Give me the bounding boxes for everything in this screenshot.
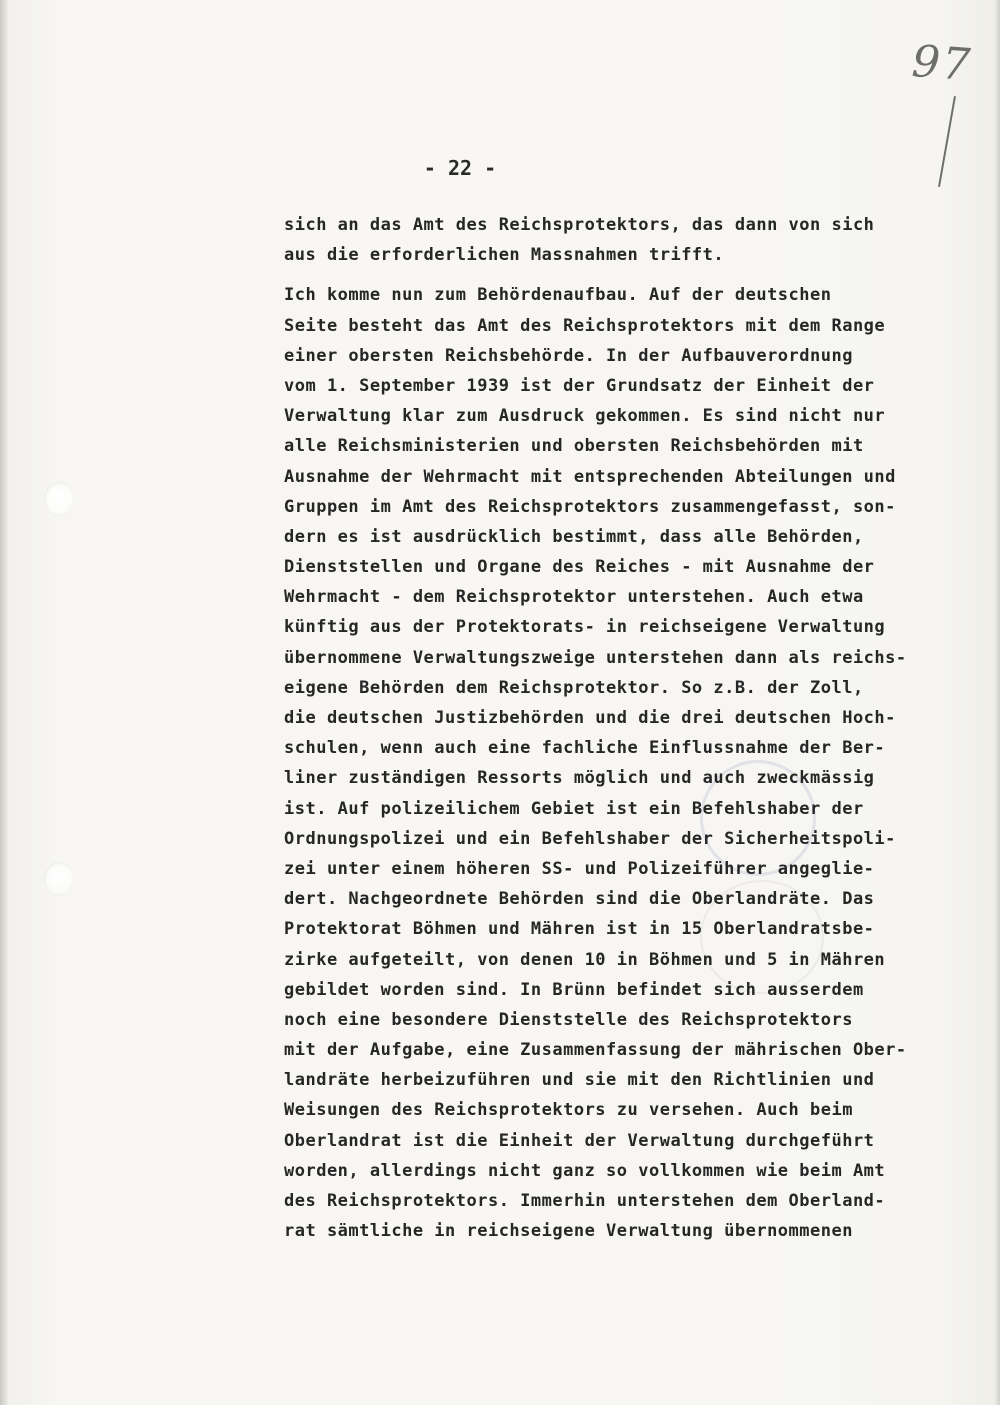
text-line: künftig aus der Protektorats- in reichseigene Verwaltung: [284, 617, 886, 638]
text-line: mit der Aufgabe, eine Zusammenfassung der mährischen Ober-: [284, 1040, 907, 1061]
text-line: aus die erforderlichen Massnahmen trifft.: [284, 245, 725, 266]
text-line: noch eine besondere Dienststelle des Reichsprotektors: [284, 1009, 853, 1030]
page-left-edge: [0, 0, 8, 1405]
text-line: Verwaltung klar zum Ausdruck gekommen. Es sind nicht nur: [284, 406, 886, 427]
text-line: Dienststellen und Organe des Reiches - mit Ausnahme der: [284, 557, 875, 578]
text-line: sich an das Amt des Reichsprotektors, das dann von sich: [284, 215, 875, 235]
text-line: alle Reichsministerien und obersten Reichsbehörden mit: [284, 436, 864, 457]
text-line: eigene Behörden dem Reichsprotektor. So z.B. der Zoll,: [284, 677, 864, 698]
text-line: des Reichsprotektors. Immerhin unterstehen dem Oberland-: [284, 1191, 886, 1211]
text-line: Ausnahme der Wehrmacht mit entsprechenden Abteilungen und: [284, 466, 896, 487]
text-line: gebildet worden sind. In Brünn befindet sich ausserdem: [284, 979, 864, 1000]
text-line: die deutschen Justizbehörden und die drei deutschen Hoch-: [284, 708, 896, 728]
page-number: - 22 -: [423, 156, 497, 180]
text-line: Gruppen im Amt des Reichsprotektors zusammengefasst, son-: [284, 496, 896, 517]
text-line: Wehrmacht - dem Reichsprotektor unterstehen. Auch etwa: [284, 587, 864, 608]
punch-hole-upper: [44, 482, 74, 516]
text-line: dern es ist ausdrücklich bestimmt, dass alle Behörden,: [284, 526, 864, 547]
page-right-edge: [994, 0, 1000, 1405]
paragraph-gap: [284, 270, 984, 280]
text-line: Weisungen des Reichsprotektors zu versehen. Auch beim: [284, 1100, 853, 1121]
folio-pen-stroke: [938, 96, 956, 187]
folio-number-text: 97: [910, 35, 974, 92]
text-line: Ordnungspolizei und ein Befehlshaber der Sicherheitspoli-: [284, 828, 896, 849]
text-line: übernommene Verwaltungszweige unterstehen dann als reichs-: [284, 647, 907, 668]
text-line: vom 1. September 1939 ist der Grundsatz der Einheit der: [284, 375, 875, 396]
text-line: landräte herbeizuführen und sie mit den Richtlinien und: [284, 1070, 875, 1091]
paragraph: [284, 210, 984, 270]
text-line: schulen, wenn auch eine fachliche Einflussnahme der Ber-: [284, 738, 886, 759]
text-line: rat sämtliche in reichseigene Verwaltung übernommenen: [284, 1221, 853, 1242]
text-line: Seite besteht das Amt des Reichsprotektors mit dem Range: [284, 315, 886, 336]
text-line: Ich komme nun zum Behördenaufbau. Auf der deutschen: [284, 285, 832, 306]
punch-hole-lower: [44, 862, 74, 896]
text-line: einer obersten Reichsbehörde. In der Aufbauverordnung: [284, 345, 853, 366]
text-line: liner zuständigen Ressorts möglich und auch zweckmässig: [284, 768, 875, 789]
text-line: zei unter einem höheren SS- und Polizeiführer angeglie-: [284, 858, 875, 879]
text-line: zirke aufgeteilt, von denen 10 in Böhmen und 5 in Mähren: [284, 949, 886, 970]
handwritten-folio-number: [910, 35, 988, 158]
text-line: worden, allerdings nicht ganz so vollkommen wie beim Amt: [284, 1160, 886, 1181]
text-line: dert. Nachgeordnete Behörden sind die Oberlandräte. Das: [284, 889, 875, 910]
text-line: Protektorat Böhmen und Mähren ist in 15 Oberlandratsbe-: [284, 919, 875, 940]
typewritten-body-text: [284, 210, 984, 1246]
text-line: Oberlandrat ist die Einheit der Verwaltung durchgeführt: [284, 1130, 875, 1151]
text-line: ist. Auf polizeilichem Gebiet ist ein Befehlshaber der: [284, 798, 864, 819]
paragraph: [284, 280, 984, 1246]
